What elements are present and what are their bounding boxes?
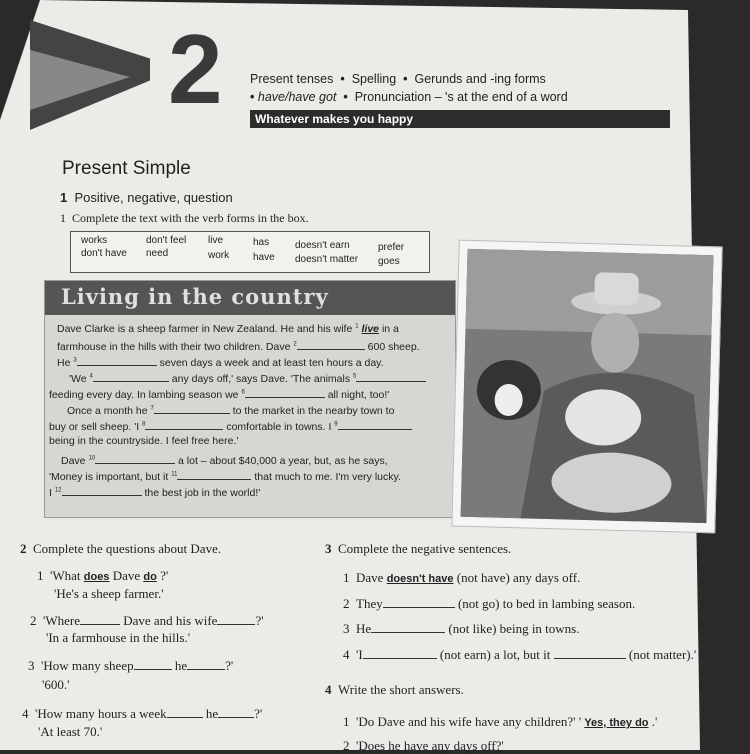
- word-option: live: [208, 235, 224, 246]
- topic-pronunciation: Pronunciation – 's at the end of a word: [354, 90, 568, 104]
- answer-text: do: [143, 571, 157, 583]
- unit-banner: Whatever makes you happy: [250, 110, 670, 128]
- article-box: [44, 280, 456, 518]
- ex3-heading: 3 Complete the negative sentences.: [325, 541, 512, 556]
- word-option: have: [253, 252, 275, 263]
- answer-blank[interactable]: [145, 419, 223, 430]
- ex4-item-2: 2 'Does he have any days off?': [343, 738, 504, 753]
- word-option: don't feel: [146, 235, 187, 246]
- unit-number: 2: [168, 14, 223, 124]
- word-option: don't have: [81, 248, 127, 259]
- ex3-sentence-4: 4 'I (not earn) a lot, but it (not matter).': [343, 647, 697, 662]
- ex2-question-1: 1 'What does Dave do ?': [37, 568, 169, 583]
- word-box: [70, 231, 430, 273]
- ex2-answer-4: 'At least 70.': [38, 724, 103, 739]
- article-line: farmhouse in the hills with their two children. Dave $^2$ 600 sheep.: [57, 341, 420, 353]
- answer-blank[interactable]: [177, 469, 251, 480]
- article-line: feeding every day. In lambing season we $^6$ all night, too!': [49, 389, 390, 401]
- answer-text: doesn't have: [386, 573, 454, 585]
- topic-gerunds: Gerunds and -ing forms: [414, 72, 546, 86]
- ex3-sentence-1: 1 Dave doesn't have (not have) any days off.: [343, 570, 581, 585]
- answer-blank[interactable]: [356, 371, 426, 382]
- answer-blank[interactable]: [245, 387, 325, 398]
- answer-text: live: [361, 323, 380, 335]
- topic-present-tenses: Present tenses: [250, 72, 334, 86]
- article-line: 'Money is important, but it $^{11}$ that much to me. I'm very lucky.: [49, 471, 401, 483]
- ex2-answer-1: 'He's a sheep farmer.': [54, 586, 164, 601]
- farmer-photo: [451, 240, 722, 534]
- word-option: doesn't earn: [295, 240, 350, 251]
- answer-blank[interactable]: [217, 612, 255, 625]
- unit-topics: Present tenses • Spelling • Gerunds and -ing forms • have/have got • Pronunciation – 's at the end of a word: [250, 72, 568, 104]
- ex3-sentence-3: 3 He (not like) being in towns.: [343, 621, 580, 636]
- ex2-question-4: 4 'How many hours a week he ?': [22, 706, 263, 721]
- ex2-answer-3: '600.': [42, 677, 70, 692]
- ex4-heading: 4 Write the short answers.: [325, 682, 464, 697]
- word-option: work: [208, 250, 230, 261]
- word-option: goes: [378, 256, 400, 267]
- word-option: has: [253, 237, 270, 248]
- article-line: being in the countryside. I feel free here.': [49, 435, 239, 447]
- answer-blank[interactable]: [554, 646, 626, 659]
- section-title: Present Simple: [62, 158, 191, 179]
- answer-text: does: [83, 571, 110, 583]
- word-option: need: [146, 248, 169, 259]
- article-line: He $^3$ seven days a week and at least ten hours a day.: [57, 357, 384, 369]
- answer-blank[interactable]: [62, 485, 142, 496]
- ex2-question-2: 2 'Where Dave and his wife ?': [30, 613, 264, 628]
- article-line: 'We $^4$ any days off,' says Dave. 'The animals $^5$: [69, 371, 426, 385]
- word-option: works: [81, 235, 108, 246]
- answer-blank[interactable]: [363, 646, 437, 659]
- article-title: Living in the country: [61, 284, 329, 309]
- article-line: I $^{12}$ the best job in the world!': [49, 487, 261, 499]
- answer-blank[interactable]: [338, 419, 412, 430]
- answer-blank[interactable]: [80, 612, 120, 625]
- ex1-instruction: 1 Complete the text with the verb forms in the box.: [60, 211, 309, 225]
- ex2-question-3: 3 'How many sheep he ?': [28, 658, 234, 673]
- article-line: Dave Clarke is a sheep farmer in New Zealand. He and his wife $^1$ live in a: [57, 323, 399, 335]
- ex1-heading: 1 Positive, negative, question: [60, 190, 233, 205]
- ex3-sentence-2: 2 They (not go) to bed in lambing season.: [343, 596, 636, 611]
- answer-blank[interactable]: [297, 339, 365, 350]
- article-line: buy or sell sheep. 'I $^8$ comfortable in towns. I $^9$: [49, 419, 412, 433]
- answer-blank[interactable]: [93, 371, 169, 382]
- word-option: prefer: [378, 242, 405, 253]
- answer-blank[interactable]: [95, 453, 175, 464]
- answer-blank[interactable]: [383, 595, 455, 608]
- answer-blank[interactable]: [371, 620, 445, 633]
- ex4-item-1: 1 'Do Dave and his wife have any children?' ' Yes, they do .': [343, 714, 658, 729]
- article-line: Once a month he $^7$ to the market in the nearby town to: [67, 405, 395, 417]
- answer-text: Yes, they do: [584, 717, 649, 729]
- photo-image: [461, 249, 714, 523]
- answer-blank[interactable]: [167, 705, 203, 718]
- answer-blank[interactable]: [187, 657, 225, 670]
- article-line: Dave $^{10}$ a lot – about $40,000 a year, but, as he says,: [61, 455, 388, 467]
- ex2-heading: 2 Complete the questions about Dave.: [20, 541, 222, 556]
- answer-blank[interactable]: [154, 403, 230, 414]
- word-option: doesn't matter: [295, 254, 359, 265]
- ex2-answer-2: 'In a farmhouse in the hills.': [46, 630, 191, 645]
- answer-blank[interactable]: [134, 657, 172, 670]
- topic-spelling: Spelling: [351, 72, 397, 86]
- answer-blank[interactable]: [218, 705, 254, 718]
- topic-have-got: have/have got: [257, 90, 337, 104]
- article-title-bar: [45, 281, 455, 315]
- answer-blank[interactable]: [77, 355, 157, 366]
